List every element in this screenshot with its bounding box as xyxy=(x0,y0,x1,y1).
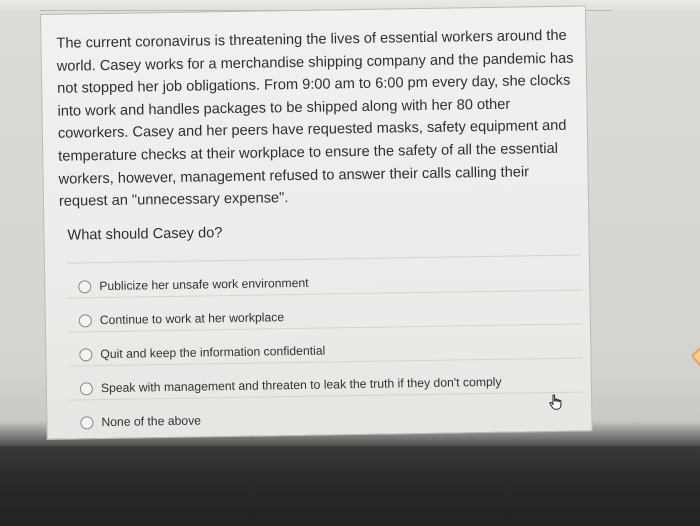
radio-button-icon[interactable] xyxy=(80,416,93,429)
hand-pointer-icon xyxy=(547,393,565,411)
option-quit-confidential[interactable] xyxy=(79,342,325,364)
option-label: Speak with management and threaten to leak the truth if they don't comply xyxy=(100,374,502,396)
option-continue-work[interactable] xyxy=(79,308,285,329)
option-label: Continue to work at her workplace xyxy=(99,310,285,328)
radio-button-icon[interactable] xyxy=(79,314,92,327)
option-none[interactable] xyxy=(80,412,201,432)
radio-button-icon[interactable] xyxy=(78,280,91,293)
option-divider xyxy=(67,255,581,264)
edge-light-reflection xyxy=(688,347,700,367)
option-label: None of the above xyxy=(101,413,202,430)
option-publicize[interactable] xyxy=(78,274,309,296)
option-label: Quit and keep the information confidential xyxy=(100,343,326,362)
question-text: The current coronavirus is threatening the lives of essential workers around the world. Casey works for a merchandise shipping company and the pandemic has not stopped her job obligations. From 9:00 am to 6:00 pm every day, she clocks into work and handles packages to be shipped along with her 80 other coworkers. Casey and her peers have requested masks, safety equipment and temperature checks at their workplace to ensure the safety of all the essential workers, however, management refused to answer their calls calling their request an "unnecessary expense". xyxy=(56,27,574,210)
radio-button-icon[interactable] xyxy=(80,382,93,395)
radio-button-icon[interactable] xyxy=(79,348,92,361)
question-card xyxy=(40,5,593,440)
monitor-bezel xyxy=(0,446,700,526)
question-prompt: What should Casey do? xyxy=(67,225,223,244)
option-label: Publicize her unsafe work environment xyxy=(99,275,309,294)
